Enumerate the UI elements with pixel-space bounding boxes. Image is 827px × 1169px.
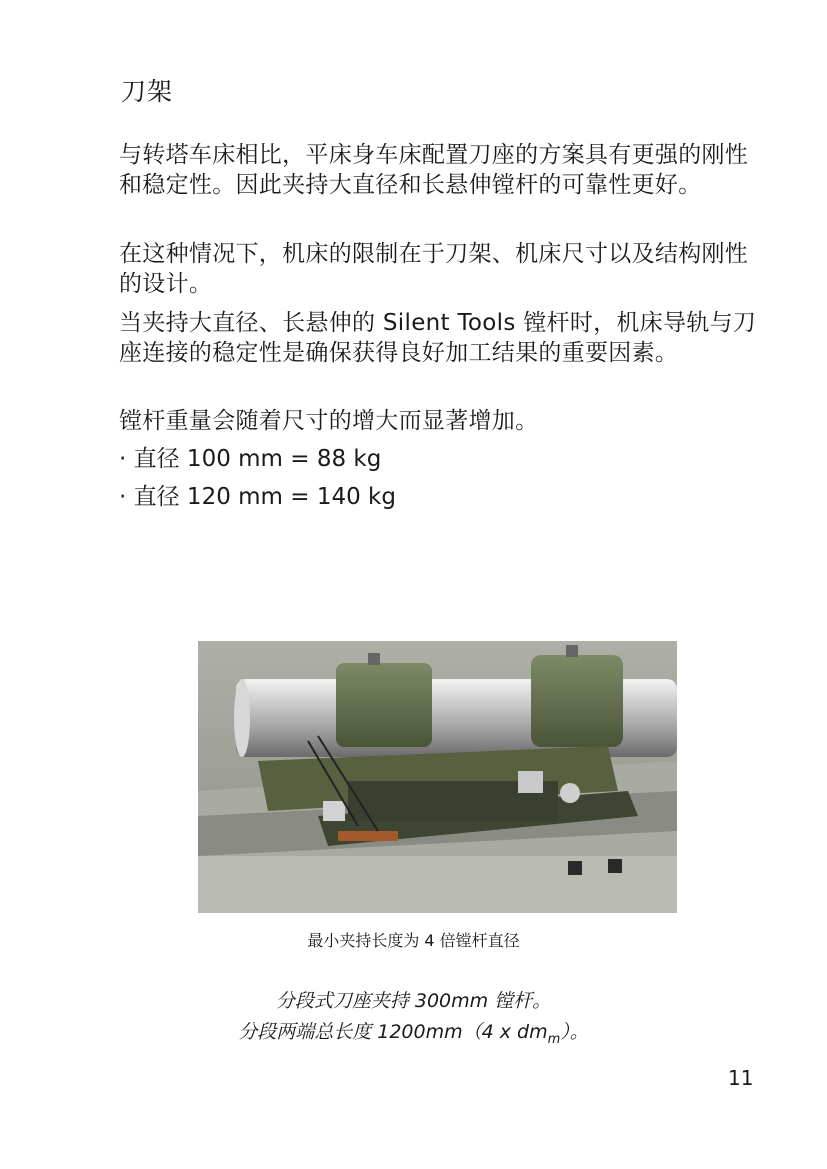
- figure-caption: 最小夹持长度为 4 倍镗杆直径: [307, 931, 520, 950]
- paragraph-3: 当夹持大直径、长悬伸的 Silent Tools 镗杆时，机床导轨与刀座连接的稳定性是确保获得良好加工结果的重要因素。: [119, 310, 757, 366]
- paragraph-4: 镗杆重量会随着尺寸的增大而显著增加。: [119, 408, 539, 434]
- note-line-2-subscript: m: [547, 1031, 561, 1047]
- page-heading: 刀架: [121, 77, 174, 106]
- paragraph-2: 在这种情况下，机床的限制在于刀架、机床尺寸以及结构刚性的设计。: [119, 241, 749, 297]
- bullet-item-2: [119, 482, 396, 512]
- note-line-1: 分段式刀座夹持 300mm 镗杆。: [275, 990, 552, 1012]
- note-line-2-main: 分段两端总长度 1200mm（4 x dm: [238, 1021, 548, 1043]
- bullet-text: 直径 120 mm = 140 kg: [133, 484, 396, 510]
- bullet-mark: ·: [119, 446, 127, 472]
- bullet-mark: ·: [119, 484, 127, 510]
- note-line-2: [0, 1017, 827, 1047]
- bullet-item-1: [119, 444, 381, 474]
- paragraph-1: 与转塔车床相比，平床身车床配置刀座的方案具有更强的刚性和稳定性。因此夹持大直径和长悬伸镗杆的可靠性更好。: [119, 142, 749, 198]
- bullet-text: 直径 100 mm = 88 kg: [133, 446, 382, 472]
- machine-photo: [198, 641, 677, 913]
- page-number: 11: [728, 1066, 754, 1090]
- note-line-2-end: ）。: [560, 1021, 589, 1043]
- machine-illustration: [198, 641, 677, 913]
